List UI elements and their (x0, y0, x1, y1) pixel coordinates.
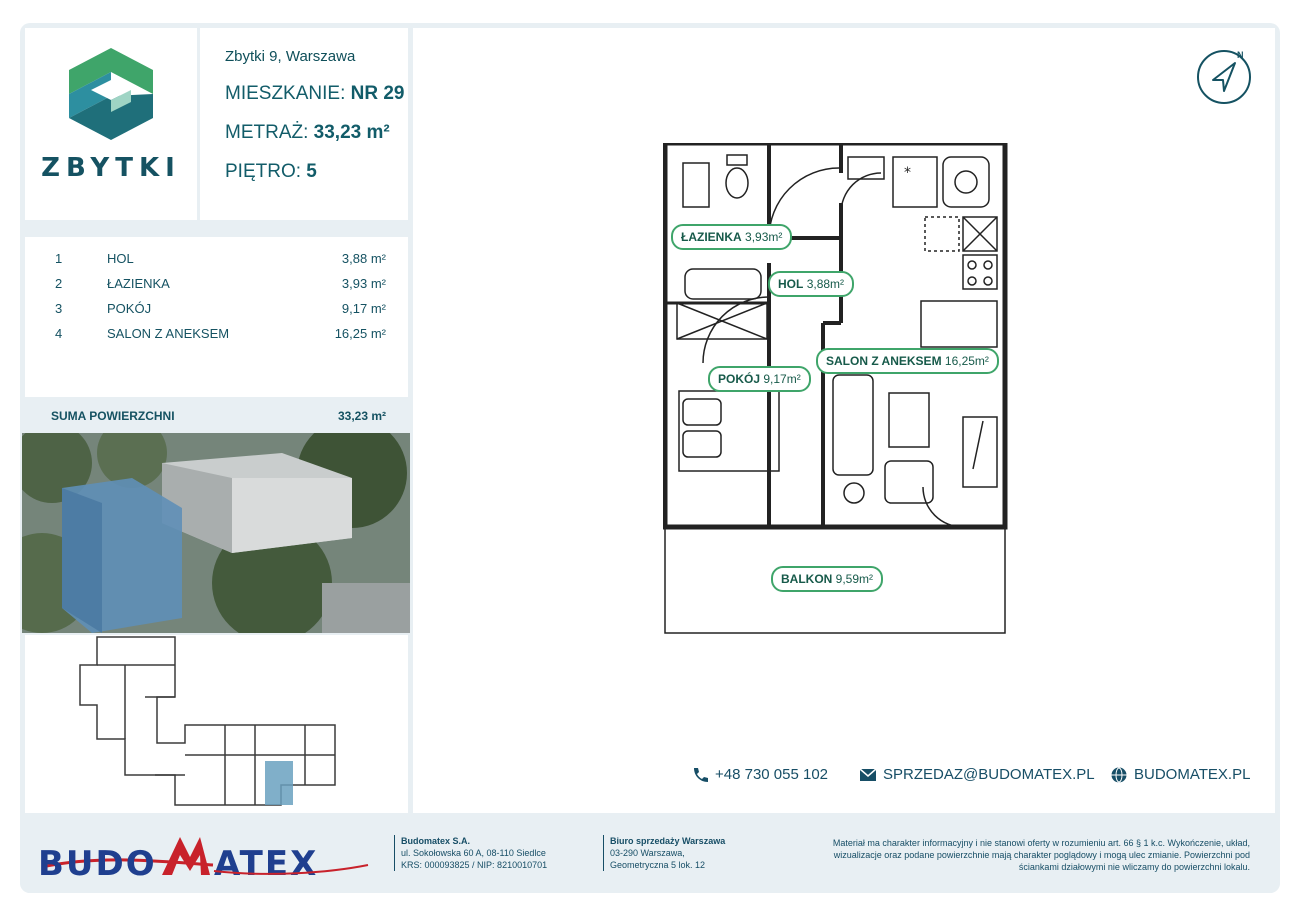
keyplan-drawing (25, 635, 408, 813)
address: Zbytki 9, Warszawa (225, 48, 356, 65)
table-row: 4 SALON Z ANEKSEM 16,25 m² (55, 326, 386, 341)
contact-website[interactable]: BUDOMATEX.PL (1110, 766, 1250, 783)
label-room: POKÓJ 9,17m² (708, 366, 811, 392)
label-balcony: BALKON 9,59m² (771, 566, 883, 592)
svg-text:ATEX: ATEX (214, 844, 319, 884)
table-row: 3 POKÓJ 9,17 m² (55, 301, 386, 316)
logo-panel (25, 28, 197, 220)
svg-text:*: * (904, 165, 911, 181)
legal-disclaimer: Materiał ma charakter informacyjny i nie stanowi oferty w rozumieniu art. 66 § 1 k.c. Wykończenie, układ, wizualizacje oraz podane powierzchnie mają charakter poglądowy i mogą ulec zmianie. Powierzchni pod ściankami działowymi nie wliczamy do powierzchni lokalu. (832, 838, 1250, 872)
aerial-illustration (22, 433, 410, 633)
company-details: Budomatex S.A. ul. Sokołowska 60 A, 08-110 Siedlce KRS: 000093825 / NIP: 8210010701 (394, 835, 547, 871)
flyer-sheet (20, 23, 1280, 893)
building-aerial-photo (22, 433, 410, 633)
table-row: 1 HOL 3,88 m² (55, 251, 386, 266)
rooms-table (25, 237, 408, 397)
logo-wordmark: ZBYTKI (41, 153, 181, 183)
compass-icon (1195, 46, 1253, 104)
footer (20, 815, 1280, 893)
apartment-number: MIESZKANIE: NR 29 (225, 83, 405, 104)
svg-text:N: N (1237, 50, 1244, 60)
globe-icon (1110, 767, 1128, 783)
svg-text:BUDO: BUDO (38, 844, 157, 884)
label-bathroom: ŁAZIENKA 3,93m² (671, 224, 792, 250)
table-row: 2 ŁAZIENKA 3,93 m² (55, 276, 386, 291)
label-hall: HOL 3,88m² (768, 271, 854, 297)
budomatex-logo-icon (38, 825, 378, 885)
label-living-room: SALON Z ANEKSEM 16,25m² (816, 348, 999, 374)
listing-info (200, 28, 408, 220)
floor-plan-panel (413, 28, 1275, 813)
phone-icon (691, 767, 709, 783)
sum-label: SUMA POWIERZCHNI (51, 409, 175, 423)
mail-icon (859, 767, 877, 783)
sales-office-details: Biuro sprzedaży Warszawa 03-290 Warszawa, Geometryczna 5 lok. 12 (603, 835, 725, 871)
contact-email[interactable]: SPRZEDAZ@BUDOMATEX.PL (859, 766, 1095, 783)
contact-phone[interactable]: +48 730 055 102 (691, 766, 828, 783)
zbytki-logo-icon (61, 44, 161, 144)
sum-value: 33,23 m² (337, 409, 386, 423)
building-keyplan (25, 635, 408, 813)
apartment-floor: PIĘTRO: 5 (225, 161, 317, 182)
area-sum-row (25, 401, 408, 431)
apartment-area: METRAŻ: 33,23 m² (225, 122, 390, 143)
